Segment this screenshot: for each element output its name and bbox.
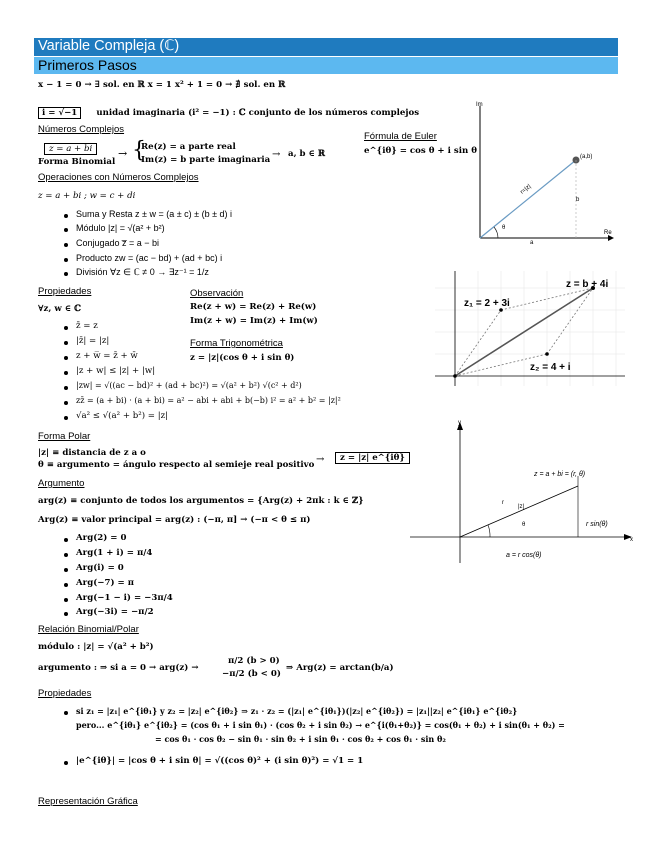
quantifier: ∀z, w ∈ ℂ [38, 304, 81, 314]
bullet-icon [64, 356, 68, 360]
list-item: Módulo |z| = √(a² + b²) [76, 223, 165, 233]
bullet-icon [64, 583, 68, 587]
euler-formula: e^{iθ} = cos θ + i sin θ [364, 146, 477, 156]
fig3-y-label: y [458, 420, 461, 426]
page-subtitle: Primeros Pasos [38, 57, 137, 73]
polar-heading: Forma Polar [38, 431, 91, 442]
imaginary-unit-row [38, 100, 419, 119]
polar-l1: |z| ≡ distancia de z a o [38, 448, 146, 458]
fig1-re-label: Re [604, 230, 612, 236]
list-item: z̄̄ = z [76, 321, 98, 331]
argumento-def2: Arg(z) ≡ valor principal = arg(z) : (−π, π] → (−π < θ ≤ π) [38, 515, 311, 525]
list-item: |z̄| = |z| [76, 336, 110, 346]
operaciones-heading: Operaciones con Números Complejos [38, 172, 199, 183]
fig1-a-label: a [530, 240, 534, 244]
imaginary-unit-text: unidad imaginaria (i² = −1) : ℂ conjunto de los números complejos [96, 108, 420, 118]
binomial-box: z = a + bi [44, 143, 97, 155]
polar-l2: θ ≡ argumento = ángulo respecto al semieje real positivo [38, 460, 315, 470]
bullet-icon [64, 258, 68, 262]
bullet-icon [64, 401, 68, 405]
angle-arc [488, 525, 490, 537]
title-bar [34, 38, 618, 56]
bullet-icon [64, 598, 68, 602]
fig3-mod-label: |z| [518, 504, 525, 510]
bullet-icon [64, 386, 68, 390]
prop2-l4: |e^{iθ}| = |cos θ + i sin θ| = √((cos θ)² + (i sin θ)²) = √1 = 1 [76, 756, 364, 766]
arrow-icon: → [316, 454, 325, 465]
bullet-icon [64, 711, 68, 715]
point-marker [453, 374, 457, 378]
trig-formula: z = |z|(cos θ + i sin θ) [190, 353, 295, 363]
list-item: zz̄ = (a + bi) · (a + bi) = a² − abi + abi + b(−b) i² = a² + b² = |z|² [76, 396, 341, 405]
relacion-arg-right: ⇒ Arg(z) = arctan(b/a) [286, 663, 394, 673]
bullet-icon [64, 243, 68, 247]
fig2-z2-label: z₂ = 4 + i [530, 362, 571, 373]
arrow-icon: → [118, 147, 128, 160]
argumento-def1: arg(z) ≡ conjunto de todos los argumentos = {Arg(z) + 2πk : k ∈ ℤ} [38, 496, 364, 506]
argumento-heading: Argumento [38, 478, 85, 489]
bullet-icon [64, 568, 68, 572]
list-item: División ∀z ∈ ℂ ≠ 0 → ∃z⁻¹ = 1/z [76, 267, 209, 277]
addition-figure [430, 266, 630, 398]
intro-line: x − 1 = 0 → ∃ sol. en ℝ x = 1 x² + 1 = 0 → ∄ sol. en ℝ [38, 80, 286, 90]
relacion-case1: π/2 (b > 0) [228, 656, 280, 666]
ab-real: a, b ∈ ℝ [288, 149, 326, 159]
bullet-icon [64, 326, 68, 330]
trig-heading: Forma Trigonométrica [190, 338, 283, 349]
bullet-icon [64, 538, 68, 542]
list-item: Arg(1 + i) = π/4 [76, 548, 153, 558]
polar-box: z = |z| e^{iθ} [335, 452, 410, 464]
fig3-theta-label: θ [522, 522, 526, 528]
bullet-icon [64, 553, 68, 557]
forma-binomial: Forma Binomial [38, 157, 116, 167]
relacion-modulo: módulo : |z| = √(a² + b²) [38, 642, 154, 652]
complex-plane-figure [472, 98, 620, 244]
brace-icon: { [132, 138, 146, 163]
list-item: Arg(−1 − i) = −3π/4 [76, 593, 173, 603]
representacion-heading: Representación Gráfica [38, 796, 138, 807]
list-item: Arg(−3i) = −π/2 [76, 607, 154, 617]
numeros-heading: Números Complejos [38, 124, 125, 135]
fig3-z-label: z = a + bi = (r, θ) [534, 471, 586, 478]
relacion-arg-left: argumento : ⇒ si a = 0 → arg(z) → [38, 663, 199, 673]
propiedades2-heading: Propiedades [38, 688, 92, 699]
fig3-rcos-label: a = r cos(θ) [506, 552, 542, 559]
list-item: Conjugado z̅ = a − bi [76, 238, 160, 248]
list-item: Arg(−7) = π [76, 578, 134, 588]
bullet-icon [64, 341, 68, 345]
fig2-z1-label: z₁ = 2 + 3i [464, 298, 510, 309]
relacion-heading: Relación Binomial/Polar [38, 624, 139, 635]
imaginary-unit-box: i = √−1 [38, 107, 81, 119]
arrow-icon: → [272, 149, 281, 160]
fig2-z-label: z = b + 4i [566, 279, 609, 290]
subtitle-bar [34, 57, 618, 74]
fig1-point-label: (a,b) [580, 154, 593, 160]
bullet-icon [64, 416, 68, 420]
fig1-theta-label: θ [502, 225, 506, 231]
observacion-re: Re(z + w) = Re(z) + Re(w) [190, 302, 317, 312]
list-item: Arg(2) = 0 [76, 533, 127, 543]
re-def: Re(z) = a parte real [141, 142, 236, 152]
relacion-case2: −π/2 (b < 0) [222, 669, 281, 679]
prop2-l2: pero... e^{iθ₁} e^{iθ₂} = (cos θ₁ + i sin θ₁) · (cos θ₂ + i sin θ₂) → e^{i(θ₁+θ₂)} = cos(θ₁ + θ₂) + i sin(θ₁ + θ₂) = [76, 720, 565, 730]
operaciones-def: z = a + bi ; w = c + di [38, 191, 136, 201]
bullet-icon [64, 228, 68, 232]
prop2-l3: = cos θ₁ · cos θ₂ − sin θ₁ · sin θ₂ + i sin θ₁ · cos θ₂ + cos θ₁ · sin θ₂ [155, 734, 446, 744]
list-item: |zw| = √((ac − bd)² + (ad + bc)²) = √(a² + b²) √(c² + d²) [76, 381, 302, 390]
vector-line [480, 160, 576, 238]
angle-arc [494, 227, 498, 238]
fig3-x-label: x [630, 537, 633, 543]
fig3-r-label: r [502, 500, 504, 506]
prop2-l1: si z₁ = |z₁| e^{iθ₁} y z₂ = |z₂| e^{iθ₂} ⇒ z₁ · z₂ = (|z₁| e^{iθ₁})(|z₂| e^{iθ₂}) = |z₁||z₂| e^{iθ₁} e^{iθ₂} [76, 706, 518, 716]
bullet-icon [64, 214, 68, 218]
list-item: Suma y Resta z ± w = (a ± c) ± (b ± d) i [76, 209, 233, 219]
fig3-rsin-label: r sin(θ) [586, 521, 608, 528]
euler-heading: Fórmula de Euler [364, 131, 437, 142]
bullet-icon [64, 761, 68, 765]
im-def: Im(z) = b parte imaginaria [141, 155, 271, 165]
list-item: z + w̅ = z̄ + w̄ [76, 351, 138, 361]
fig1-b-label: b [576, 197, 580, 203]
observacion-im: Im(z + w) = Im(z) + Im(w) [190, 316, 318, 326]
bullet-icon [64, 272, 68, 276]
list-item: Arg(i) = 0 [76, 563, 124, 573]
vector-line [460, 486, 578, 537]
page-title: Variable Compleja (ℂ) [38, 38, 180, 54]
polar-figure [410, 418, 638, 566]
fig1-im-label: Im [476, 102, 483, 108]
propiedades-heading: Propiedades [38, 286, 92, 297]
fig1-r-label: r=|z| [519, 183, 533, 196]
point-marker [545, 352, 549, 356]
list-item: Producto zw = (ac − bd) + (ad + bc) i [76, 253, 223, 263]
list-item: √a² ≤ √(a² + b²) = |z| [76, 411, 169, 421]
observacion-heading: Observación [190, 288, 244, 299]
bullet-icon [64, 612, 68, 616]
list-item: |z + w| ≤ |z| + |w| [76, 366, 156, 376]
bullet-icon [64, 371, 68, 375]
